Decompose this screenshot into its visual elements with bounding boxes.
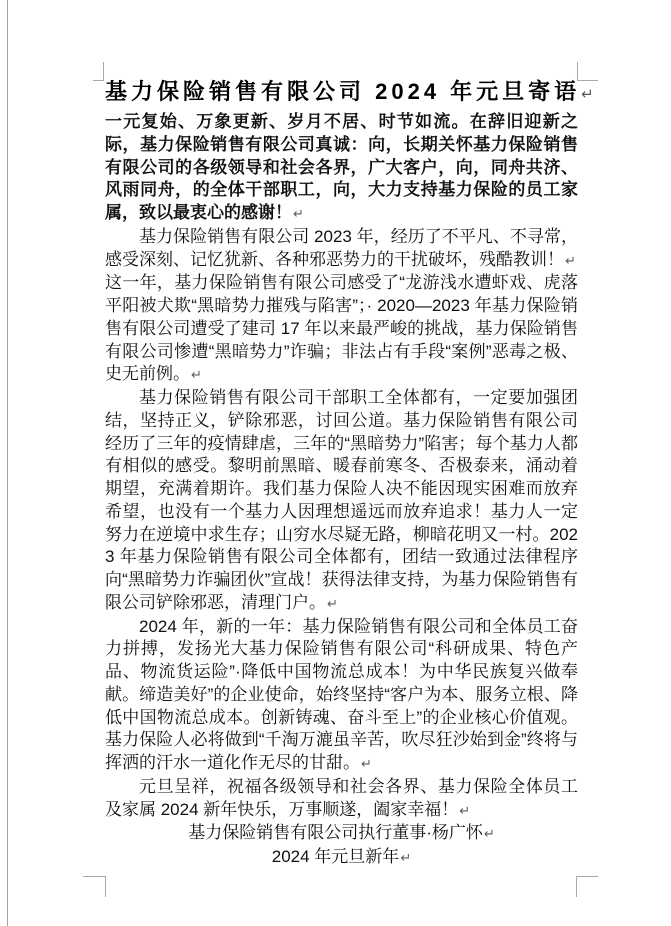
crop-mark-bottom-right	[576, 876, 598, 897]
paragraph-text: 基力保险销售有限公司 2023 年，经历了不平凡、不寻常，感受深刻、记忆犹新、各种邪恶势力的干扰破坏，残酷教训！	[105, 226, 578, 269]
paragraph-text: 2024 年元旦新年	[271, 847, 400, 866]
crop-mark-top-left	[93, 62, 104, 81]
date-line[interactable]	[105, 846, 578, 870]
paragraph-mark-icon: ↵	[459, 802, 471, 818]
crop-mark-bottom-left	[83, 876, 106, 897]
paragraph-text: 基力保险销售有限公司干部职工全体都有，一定要加强团结，坚持正义，铲除邪恶，讨回公道。基力保险销售有限公司经历了三年的疫情肆虐，三年的“黑暗势力”陷害；每个基力人都有相似的感受。黎明前黑暗、暖春前寒冬、否极泰来，涌动着期望，充满着期许。我们基力保险人决不能因现实困难而放弃希望，也没有一个基力人因理想遥远而放弃追求！基力人一定努力在逆境中求生存；山穷水尽疑无路，柳暗花明又一村。2023 年基力保险销售有限公司全体都有，团结一致通过法律程序向“黑暗势力诈骗团伙”宣战！获得法律支持，为基力保险销售有限公司铲除邪恶，清理门户。	[105, 388, 578, 612]
paragraph-new-year-wishes[interactable]	[105, 776, 578, 823]
paragraph-hardships[interactable]	[105, 272, 578, 387]
paragraph-2023-review[interactable]	[105, 226, 578, 273]
document-title[interactable]	[105, 76, 594, 111]
paragraph-text: 2024 年，新的一年：基力保险销售有限公司和全体员工奋力拼搏，发扬光大基力保险销售有限公司“科研成果、特色产品、物流货运险”·降低中国物流总成本！为中华民族复兴做奉献。缔造美好”的企业使命，始终坚持“客户为本、服务立根、降低中国物流总成本。创新铸魂、奋斗至上”的企业核心价值观。基力保险人必将做到“千淘万漉虽辛苦，吹尽狂沙始到金”终将与挥洒的汗水一道化作无尽的甘甜。	[105, 616, 578, 772]
document-title-text: 基力保险销售有限公司 2024 年元旦寄语	[105, 79, 581, 104]
paragraph-mark-icon: ↵	[327, 595, 338, 611]
paragraph-mark-icon: ↵	[483, 826, 495, 842]
paragraph-text: 元旦呈祥，祝福各级领导和社会各界、基力保险全体员工及家属 2024 新年快乐，万事顺遂，阖家幸福！	[105, 776, 578, 819]
paragraph-text: 这一年，基力保险销售有限公司感受了“龙游浅水遭虾戏、虎落平阳被犬欺“黑暗势力摧残与陷害”；· 2020—2023 年基力保险销售有限公司遭受了建司 17 年以来最严峻的挑战，基力保险销售有限公司惨遭“黑暗势力”诈骗；非法占有手段“案例”恶毒之极、史无前例。	[105, 273, 578, 384]
document-body[interactable]	[105, 76, 594, 870]
paragraph-unity[interactable]	[105, 387, 578, 616]
paragraph-mark-icon: ↵	[293, 206, 304, 221]
paragraph-mark-icon: ↵	[191, 367, 202, 383]
page-left-edge	[7, 0, 8, 926]
paragraph-mark-icon: ↵	[581, 86, 594, 103]
paragraph-mark-icon: ↵	[565, 252, 576, 268]
paragraph-mark-icon: ↵	[400, 850, 412, 865]
paragraph-text: 一元复始、万象更新、岁月不居、时节如流。在辞旧迎新之际，基力保险销售有限公司真诚：向，长期关怀基力保险销售有限公司的各级领导和社会各界，广大客户，向，同舟共济、风雨同舟，的全体干部职工，向，大力支持基力保险的员工家属，致以最衷心的感谢！	[105, 112, 578, 222]
paragraph-mark-icon: ↵	[361, 756, 372, 771]
paragraph-2024-outlook[interactable]	[105, 616, 578, 776]
paragraph-greeting[interactable]	[105, 111, 578, 226]
paragraph-text: 基力保险销售有限公司执行董事·杨广怀	[188, 823, 483, 843]
signature-line[interactable]	[105, 822, 578, 846]
